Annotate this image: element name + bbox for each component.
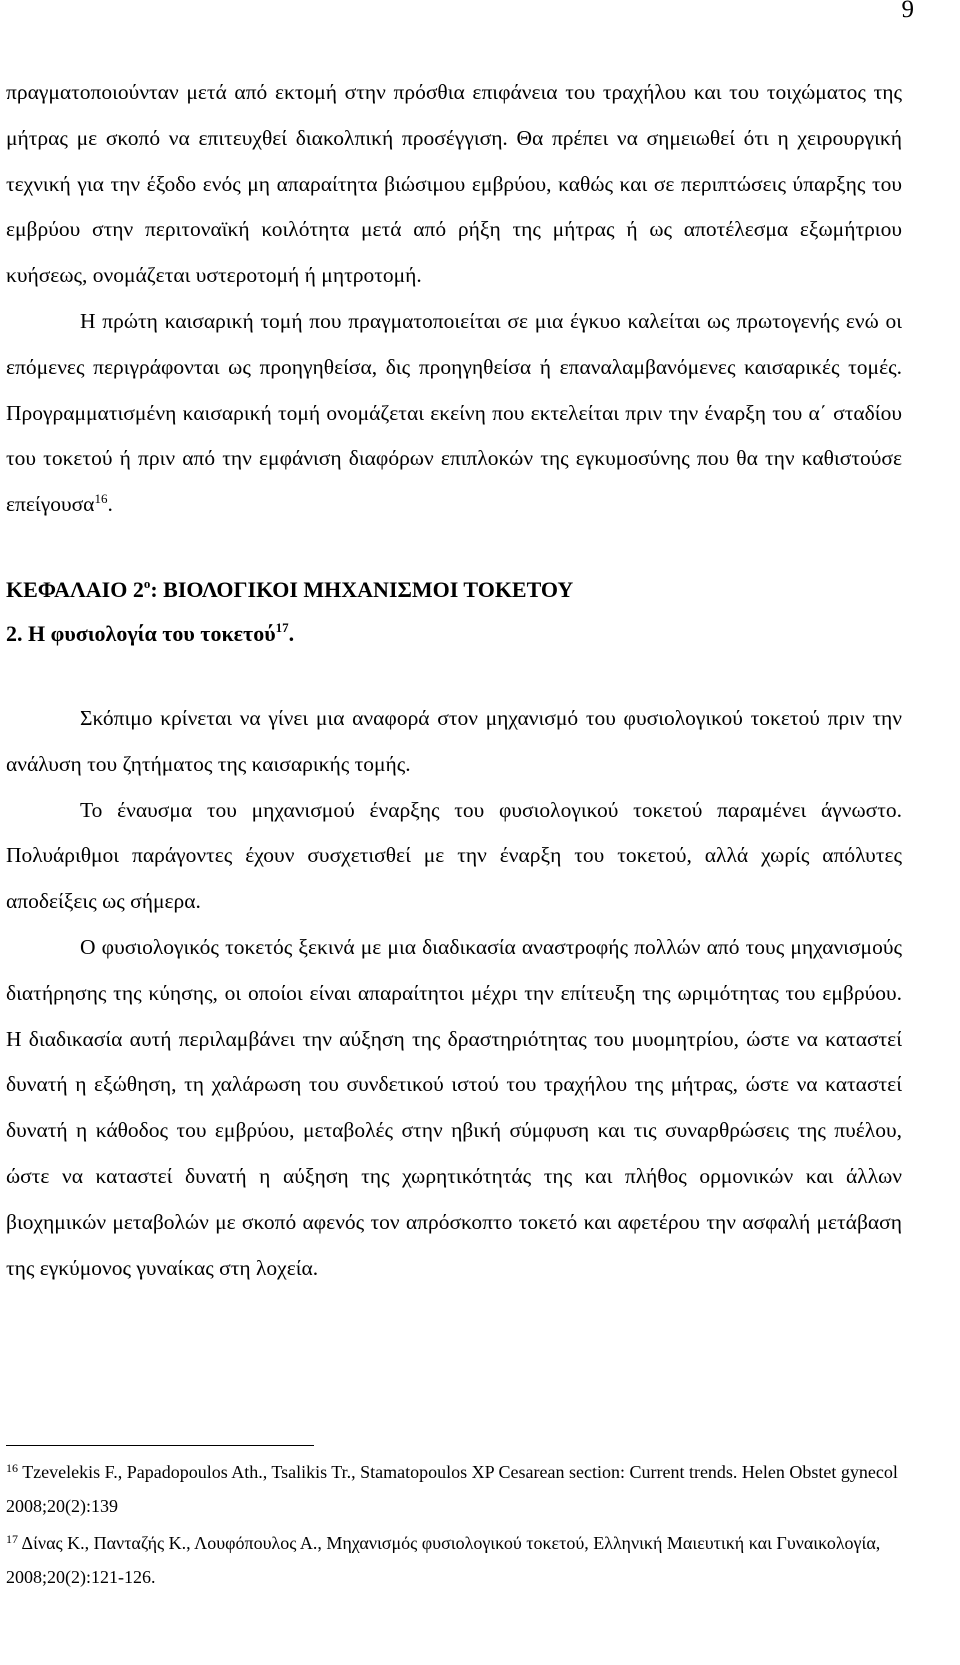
- footnote-separator: [6, 1445, 314, 1446]
- footnote-text: Tzevelekis F., Papadopoulos Ath., Tsalikis Tr., Stamatopoulos XP Cesarean section: Current trends. Helen Obstet gynecol 2008;20(2):139: [6, 1462, 898, 1516]
- chapter-heading-ordinal: ο: [143, 575, 151, 591]
- page-body: [6, 70, 902, 1291]
- paragraph-intro: Σκόπιμο κρίνεται να γίνει μια αναφορά στον μηχανισμό του φυσιολογικού τοκετού πριν την ανάλυση του ζητήματος της καισαρικής τομής.: [6, 705, 902, 776]
- footnote-16: [6, 1455, 906, 1523]
- paragraph-cesarean-types: [6, 299, 902, 528]
- footnotes: [6, 1455, 906, 1594]
- paragraph-trigger: Το έναυσμα του μηχανισμού έναρξης του φυσιολογικού τοκετού παραμένει άγνωστο. Πολυάριθμοι παράγοντες έχουν συσχετισθεί με την έναρξη του τοκετού, αλλά χωρίς απόλυτες αποδείξεις ως σήμερα.: [6, 797, 902, 914]
- paragraph-text: Η πρώτη καισαρική τομή που πραγματοποιείται σε μια έγκυο καλείται ως πρωτογενής ενώ οι επόμενες περιγράφονται ως προηγηθείσα, δις προηγηθείσα ή επαναλαμβανόμενες καισαρικές τομές. Προγραμματισμένη καισαρική τομή ονομάζεται εκείνη που εκτελείται πριν την έναρξη του α΄ σταδίου του τοκετού ή πριν από την εμφάνιση διαφόρων επιπλοκών της εγκυμοσύνης που θα την καθιστούσε επείγουσα: [6, 308, 902, 517]
- chapter-heading-prefix: ΚΕΦΑΛΑΙΟ 2: [6, 576, 144, 602]
- section-heading-title: 2. Η φυσιολογία του τοκετού: [6, 620, 276, 646]
- paragraph-mechanism: Ο φυσιολογικός τοκετός ξεκινά με μια διαδικασία αναστροφής πολλών από τους μηχανισμούς διατήρησης της κύησης, οι οποίοι είναι απαραίτητοι μέχρι την επίτευξη της ωριμότητας του εμβρύου. Η διαδικασία αυτή περιλαμβάνει την αύξηση της δραστηριότητας του μυομητρίου, ώστε να καταστεί δυνατή η εξώθηση, τη χαλάρωση του συνδετικού ιστού του τραχήλου της μήτρας, ώστε να καταστεί δυνατή η κάθοδος του εμβρύου, μεταβολές στην ηβική σύμφυση και τις συναρθρώσεις της πυέλου, ώστε να καταστεί δυνατή η αύξηση της χωρητικότητάς της και πλήθος ορμονικών και άλλων βιοχημικών μεταβολών με σκοπό αφενός τον απρόσκοπτο τοκετό και αφετέρου την ασφαλή μετάβαση της εγκύμονος γυναίκας στη λοχεία.: [6, 934, 902, 1280]
- section-heading-end: .: [288, 620, 295, 646]
- chapter-heading-title: : ΒΙΟΛΟΓΙΚΟΙ ΜΗΧΑΝΙΣΜΟΙ ΤΟΚΕΤΟΥ: [150, 576, 574, 602]
- footnote-number: 17: [6, 1532, 18, 1546]
- page-number: 9: [901, 0, 914, 23]
- paragraph-continuation: πραγματοποιούνταν μετά από εκτομή στην πρόσθια επιφάνεια του τραχήλου και του τοιχώματος της μήτρας με σκοπό να επιτευχθεί διακολπική προσέγγιση. Θα πρέπει να σημειωθεί ότι η χειρουργική τεχνική για την έξοδο ενός μη απαραίτητα βιώσιμου εμβρύου, καθώς και σε περιπτώσεις ύπαρξης του εμβρύου στην περιτοναϊκή κοιλότητα μετά από ρήξη της μήτρας ή ως αποτέλεσμα εξωμήτριου κυήσεως, ονομάζεται υστεροτομή ή μητροτομή.: [6, 80, 902, 288]
- footnote-text: Δίνας Κ., Πανταζής Κ., Λουφόπουλος Α., Μηχανισμός φυσιολογικού τοκετού, Ελληνική Μαιευτική και Γυναικολογία, 2008;20(2):121-126.: [6, 1533, 881, 1587]
- section-heading: [6, 612, 902, 656]
- footnote-ref-17[interactable]: 17: [275, 619, 289, 635]
- footnote-number: 16: [6, 1461, 18, 1475]
- footnote-ref-16[interactable]: 16: [94, 491, 108, 507]
- paragraph-end: .: [107, 492, 113, 517]
- chapter-heading: [6, 568, 902, 612]
- footnote-17: [6, 1526, 906, 1594]
